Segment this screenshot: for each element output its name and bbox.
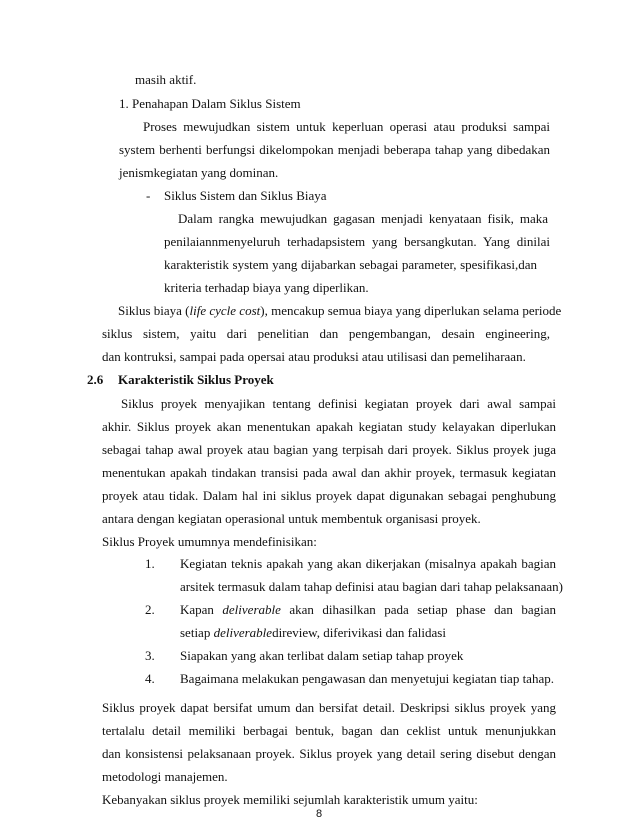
section-title: Karakteristik Siklus Proyek xyxy=(118,372,274,387)
text-span: direview, diferivikasi dan falidasi xyxy=(272,625,446,640)
section-number: 2.6 xyxy=(87,372,104,387)
text-line: jenismkegiatan yang dominan. xyxy=(119,165,279,180)
text-line: penilaiannmenyeluruh terhadapsistem yang bersangkutan. Yang dinilai xyxy=(164,234,550,249)
text-span: Kapan xyxy=(180,602,214,617)
italic-term: life cycle cost xyxy=(189,303,261,318)
bullet-dash: - xyxy=(146,188,151,203)
closing-line: Kebanyakan siklus proyek memiliki sejumlah karakteristik umum yaitu: xyxy=(102,792,478,807)
list-number: 1. xyxy=(145,556,155,571)
text-line: siklus sistem, yaitu dari penelitian dan pengembangan, desain engineering, xyxy=(102,326,550,341)
text-line: dan kontruksi, sampai pada opersai atau produksi atau utilisasi dan pemeliharaan. xyxy=(102,349,526,364)
paragraph-line: sebagai tahap awal proyek atau bagian yang terpisah dari proyek. Siklus proyek juga xyxy=(102,442,556,457)
list-number: 3. xyxy=(145,648,155,663)
list-item: Bagaimana melakukan pengawasan dan menyetujui kegiatan tiap tahap. xyxy=(180,671,554,686)
list-item: Siapakan yang akan terlibat dalam setiap tahap proyek xyxy=(180,648,464,663)
text-line: Dalam rangka mewujudkan gagasan menjadi kenyataan fisik, maka xyxy=(178,211,548,226)
text-line: kriteria terhadap biaya yang diperlikan. xyxy=(164,280,369,295)
paragraph-line: proyek atau tidak. Dalam hal ini siklus proyek dapat digunakan sebagai penghubung xyxy=(102,488,556,503)
list-item-continued: arsitek termasuk dalam tahap definisi atau bagian dari tahap pelaksanaan) xyxy=(180,579,563,594)
list-intro: Siklus Proyek umumnya mendefinisikan: xyxy=(102,534,317,549)
page-number: 8 xyxy=(315,808,323,820)
text-line: Proses mewujudkan sistem untuk keperluan operasi atau produksi sampai xyxy=(143,119,550,134)
text-span: ), mencakup semua biaya yang diperlukan selama periode xyxy=(260,303,562,318)
text-line: masih aktif. xyxy=(135,72,197,87)
text-span: Siklus biaya ( xyxy=(118,303,190,318)
subheading: 1. Penahapan Dalam Siklus Sistem xyxy=(119,96,301,111)
paragraph-line: menentukan apakah tindakan transisi pada awal dan akhir proyek, termasuk kegiatan xyxy=(102,465,556,480)
text-line: system berhenti berfungsi dikelompokan menjadi beberapa tahap yang dibedakan xyxy=(119,142,550,157)
text-span: akan dihasilkan pada setiap phase dan bagian xyxy=(289,602,556,617)
list-number: 4. xyxy=(145,671,155,686)
paragraph-line: Siklus proyek dapat bersifat umum dan bersifat detail. Deskripsi siklus proyek yang xyxy=(102,700,556,715)
italic-term: deliverable xyxy=(213,625,273,640)
text-span: setiap xyxy=(180,625,211,640)
italic-term: deliverable xyxy=(222,602,281,617)
sub-subheading: Siklus Sistem dan Siklus Biaya xyxy=(164,188,327,203)
paragraph-line: antara dengan kegiatan operasional untuk membentuk organisasi proyek. xyxy=(102,511,481,526)
paragraph-line: dan konsistensi pelaksanaan proyek. Siklus proyek yang detail sering disebut dengan xyxy=(102,746,556,761)
list-number: 2. xyxy=(145,602,155,617)
paragraph-line: metodologi manajemen. xyxy=(102,769,228,784)
list-item: Kegiatan teknis apakah yang akan dikerjakan (misalnya apakah bagian xyxy=(180,556,556,571)
paragraph-line: tertalalu detail memiliki berbagai bentuk, bagan dan ceklist untuk menunjukkan xyxy=(102,723,556,738)
paragraph-line: Siklus proyek menyajikan tentang definisi kegiatan proyek dari awal sampai xyxy=(121,396,556,411)
text-line: karakteristik system yang dijabarkan sebagai parameter, spesifikasi,dan xyxy=(164,257,537,272)
paragraph-line: akhir. Siklus proyek akan menentukan apakah kegiatan study kelayakan diperlukan xyxy=(102,419,556,434)
